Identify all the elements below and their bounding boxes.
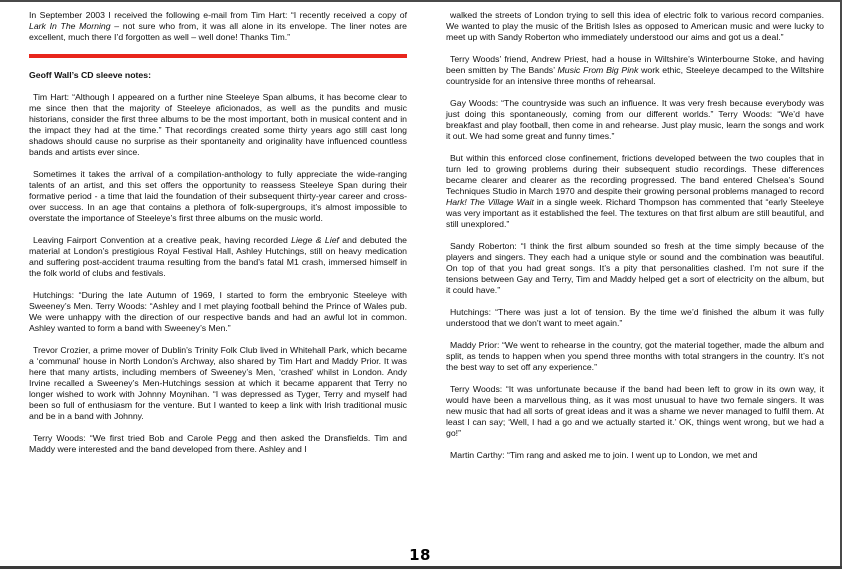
text-run: Terry Woods: “We first tried Bob and Carole Pegg and then asked the Dransfields. Tim and Maddy were interested and the band developed from there. Ashley and I [29,433,407,454]
text-run: Sandy Roberton: “I think the first album sounded so fresh at the time simply because of the players and singers. They each had a unique style or sound and the combination was beautiful. On top of that you had great songs. It’s a pity that personalities clashed. I’m not sure if the tensions between Gay and Terry, Tim and Maddy helped get a sort of electricity on the album, but it could have.” [446,241,824,295]
body-paragraph [446,340,824,373]
italic-title: Music From Big Pink [557,65,639,75]
italic-title: Liege & Lief [291,235,339,245]
text-run: Hutchings: “There was just a lot of tension. By the time we’d finished the album it was fully understood that we don’t want to meet again.” [446,307,824,328]
text-run: Sometimes it takes the arrival of a compilation-anthology to fully appreciate the wide-ranging talents of an artist, and this set offers the opportunity to reassess Steeleye Span during their formative period - a time that laid the foundation of their subsequent thirty-year career and cross-over success. In an age that contains a plethora of folk-supergroups, it’s almost impossible to overstate the importance of Steeleye’s first three albums on the music world. [29,169,407,223]
left-paragraphs [29,92,407,455]
text-run: Gay Woods: “The countryside was such an influence. It was very fresh because everybody was just doing this spontaneously, coming from our different worlds.” Terry Woods: “We’d have breakfast and play football, then come in and rehearse. Just play music, learn the songs and work it out. We had some great and funny times.” [446,98,824,141]
body-paragraph [446,54,824,87]
body-paragraph [446,10,824,43]
text-run: Terry Woods’ friend, Andrew Priest, had a house in Wiltshire’s Winterbourne Stoke, and having been smitten by The Bands’ [446,54,824,75]
text-run: Martin Carthy: “Tim rang and asked me to join. I went up to London, we met and [450,450,758,460]
page-number: 18 [409,546,431,564]
body-paragraph [29,433,407,455]
text-run: Terry Woods: “It was unfortunate because if the band had been left to grow in its own way, it would have been a marvellous thing, as it was most unusual to have two female singers. It was new music that had all sorts of great ideas and it was a shame we never managed to fulfil them. At least I can say; ‘Well, I had a go and we actually started it.’ OK, things went wrong, but we had a go!” [446,384,824,438]
text-run: Leaving Fairport Convention at a creative peak, having recorded [33,235,292,245]
text-run: Maddy Prior: “We went to rehearse in the country, got the material together, made the album and split, as tends to happen when you spend three months with total strangers in the country. It’s not the best way to set off any experience.” [446,340,824,372]
italic-title: Lark In The Morning [29,21,111,31]
body-paragraph [29,290,407,334]
right-paragraphs [446,10,824,461]
intro-paragraph [29,10,407,43]
text-run: In September 2003 I received the following e-mail from Tim Hart: “I recently received a copy of [29,10,407,20]
text-run: Trevor Crozier, a prime mover of Dublin’s Trinity Folk Club lived in Whitehall Park, which became a ‘communal’ house in North London’s Archway, also shared by Tim Hart and Maddy Prior. It was here that many artists, including members of Sweeney’s Men, ‘crashed’ whilst in London. Andy Irvine recalled a Sweeney’s Men-Hutchings session at which it became apparent that Terry no longer wished to work with Johnny Moynihan. “I was depressed as Tyger, Terry and myself had been so full of enthusiasm for the venture. But I wanted to keep a link with Irish traditional music and be in a band with Johnny. [29,345,407,421]
page-border-top [0,0,842,2]
text-run: walked the streets of London trying to sell this idea of electric folk to various record companies. We wanted to play the music of the British Isles as opposed to American music and were lucky to meet up with Sandy Roberton who immediately understood our aims and got us a deal.” [446,10,824,42]
body-paragraph [29,235,407,279]
body-paragraph [29,345,407,422]
text-run: Hutchings: “During the late Autumn of 1969, I started to form the embryonic Steeleye with Sweeney’s Men. Terry Woods: “Ashley and I met playing football behind the Prince of Wales pub. We were unhappy with the direction of our respective bands and had an awful lot in common. Ashley wanted to form a band with Sweeney’s Men.” [29,290,407,333]
text-run: work ethic, Steeleye decamped to the Wiltshire countryside for an intensive three months of rehearsal. [446,65,824,86]
body-paragraph [446,153,824,230]
body-paragraph [446,307,824,329]
text-run: But within this enforced close confinement, frictions developed between the two couples that in turn led to growing problems during their subsequent studio recordings. These differences became clearer and clearer as the recording progressed. The band entered Chelsea’s Sound Techniques Studio in March 1970 and despite their growing personal problems managed to record [446,153,824,196]
section-heading: Geoff Wall’s CD sleeve notes: [29,70,151,80]
right-column [446,10,824,472]
red-divider-rule [29,54,407,58]
body-paragraph [446,241,824,296]
body-paragraph [446,384,824,439]
body-paragraph [29,92,407,158]
text-run: – not sure who from, it was all alone in its envelope. The liner notes are excellent, much there I’d forgotten as well – well done! Thanks Tim.” [29,21,407,42]
text-run: and debuted the material at London’s prestigious Royal Festival Hall, Ashley Hutchings, still on heavy medication and suffering post-accident trauma resulting from the band’s fatal M1 crash, immersed himself in the folk world of clubs and festivals. [29,235,407,278]
text-run: in a single week. Richard Thompson has commented that “early Steeleye was very important as it established the feel. The textures on that first album are still beautiful, and still unexplored.” [446,197,825,229]
body-paragraph [446,98,824,142]
body-paragraph [29,169,407,224]
text-run: Tim Hart: “Although I appeared on a further nine Steeleye Span albums, it has become clear to me since then that the majority of Steeleye aficionados, as well as the pundits and music historians, consider the first three albums to be the most important, both in musical content and in the impact they had at the time.” That recordings created some thirty years ago still cast long shadows should cause no surprise as their spontaneity and originality have influenced countless bands and artists ever since. [29,92,407,157]
italic-title: Hark! The Village Wait [446,197,534,207]
left-column [29,10,407,466]
body-paragraph [446,450,824,461]
